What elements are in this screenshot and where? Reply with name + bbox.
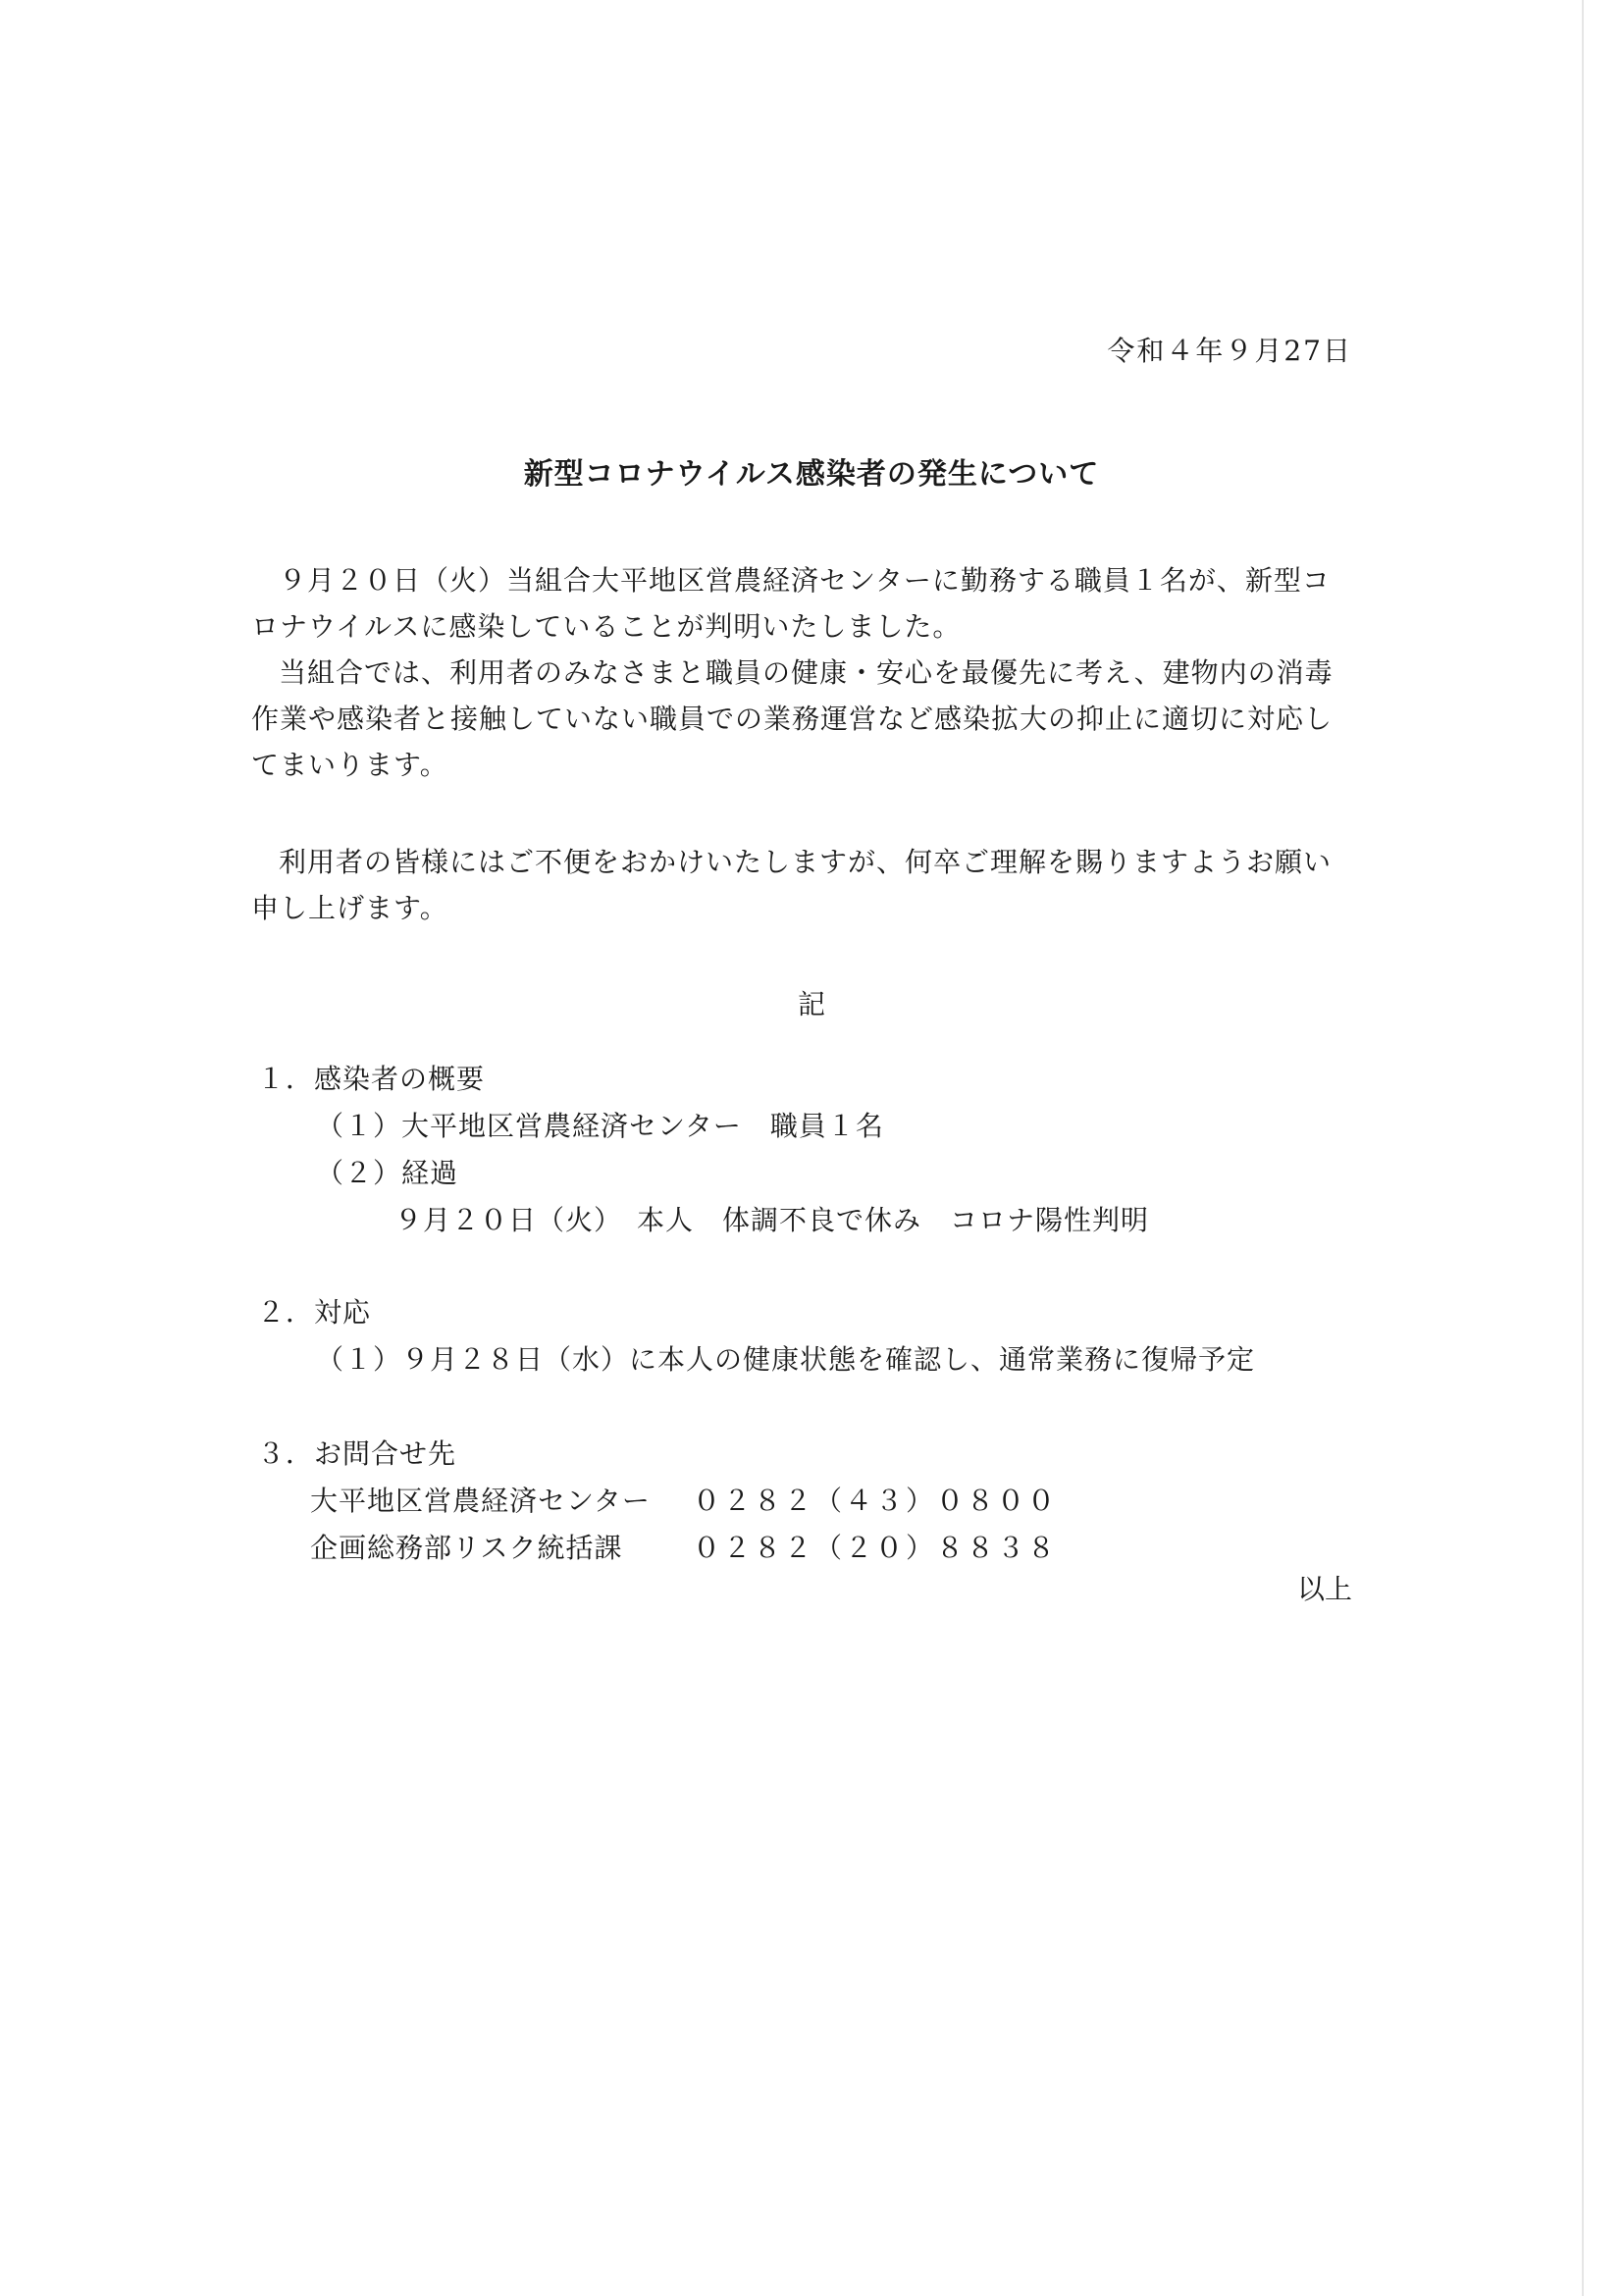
ki-heading: 記 (797, 988, 825, 1020)
paragraph-1: ９月２０日（火）当組合大平地区営農経済センターに勤務する職員１名が、新型コロナウイルスに感染していることが判明いたしました。 (251, 564, 1331, 643)
paragraph-3: 利用者の皆様にはご不便をおかけいたしますが、何卒ご理解を賜りますようお願い申し上げます。 (251, 846, 1333, 924)
document-date: 令和４年９月27日 (1107, 335, 1352, 367)
paragraph-2: 当組合では、利用者のみなさまと職員の健康・安心を最優先に考え、建物内の消毒作業や感染者と接触していない職員での業務運営など感染拡大の抑止に適切に対応してまいります。 (251, 656, 1334, 781)
section-1-heading: １．感染者の概要 (257, 1063, 486, 1095)
contact-2-phone: ０２８２（２０）８８３８ (693, 1532, 1059, 1564)
page-edge (1582, 0, 1584, 2296)
contact-2-name: 企画総務部リスク統括課 (310, 1532, 623, 1564)
section-1-detail: ９月２０日（火） 本人 体調不良で休み コロナ陽性判明 (394, 1204, 1150, 1236)
section-3-heading: ３．お問合せ先 (257, 1437, 457, 1470)
closing-mark: 以上 (1296, 1573, 1352, 1605)
section-2-heading: ２．対応 (257, 1296, 372, 1329)
section-2-item-1: （１）９月２８日（水）に本人の健康状態を確認し、通常業務に復帰予定 (316, 1343, 1256, 1376)
contact-1-phone: ０２８２（４３）０８００ (693, 1485, 1059, 1517)
section-1-item-1: （１）大平地区営農経済センター 職員１名 (316, 1110, 884, 1142)
contact-1-name: 大平地区営農経済センター (310, 1485, 651, 1517)
section-1-item-2: （２）経過 (316, 1157, 459, 1189)
document-title: 新型コロナウイルス感染者の発生について (523, 457, 1100, 492)
